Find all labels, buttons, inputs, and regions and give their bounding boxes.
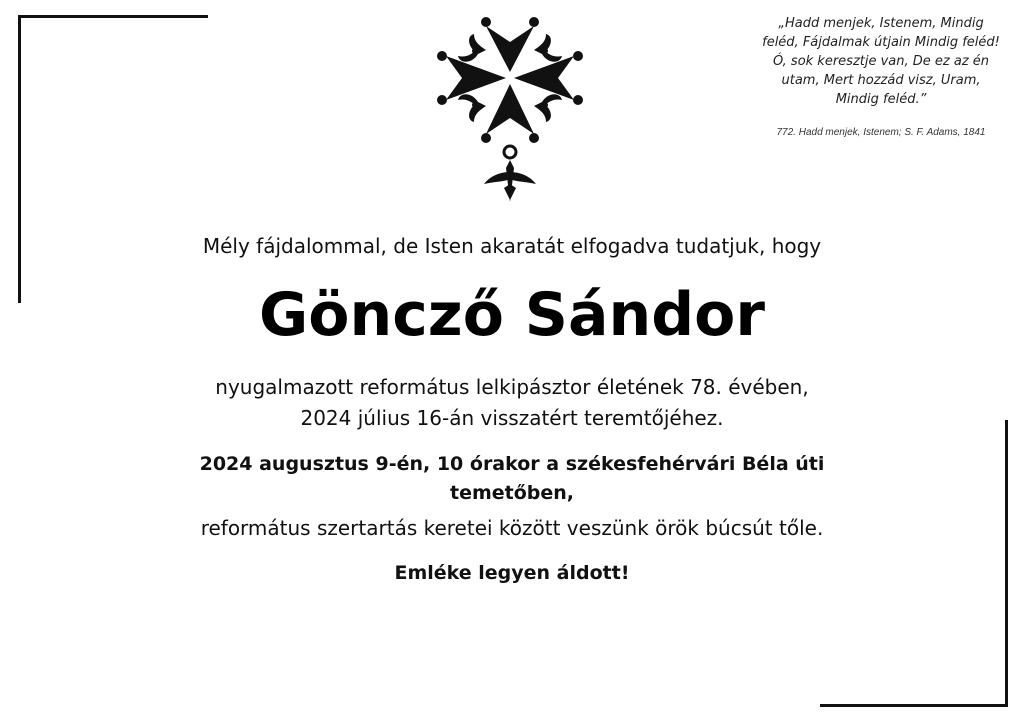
hymn-quote — [748, 14, 1014, 109]
hymn-quote-line: feléd, Fájdalmak útjain Mindig feléd! — [762, 35, 1000, 50]
blessing-text: Emléke legyen áldott! — [394, 562, 630, 584]
frame-corner-top-left-horizontal — [18, 15, 208, 18]
frame-corner-top-left-vertical — [18, 15, 21, 303]
announcement-intro: Mély fájdalommal, de Isten akaratát elfogadva tudatjuk, hogy — [202, 234, 822, 258]
hymn-quote-line: utam, Mert hozzád visz, Uram, — [781, 73, 981, 88]
hymn-quote-line: Mindig feléd.” — [835, 92, 927, 107]
fleur-de-lis-bottom-left — [458, 94, 486, 122]
deceased-name: Göncző Sándor — [259, 280, 765, 350]
huguenot-cross-icon — [434, 12, 586, 204]
bio-line: nyugalmazott református lelkipásztor életének 78. évében, — [215, 375, 809, 399]
bio-line: 2024 július 16-án visszatért teremtőjéhez. — [300, 406, 724, 430]
hymn-source: 772. Hadd menjek, Istenem; S. F. Adams, 1841 — [776, 127, 986, 138]
cross-arm-bottom — [486, 84, 534, 134]
frame-corner-bottom-right-horizontal — [820, 704, 1008, 707]
dove-icon — [484, 160, 536, 202]
funeral-details: 2024 augusztus 9-én, 10 órakor a székesfehérvári Béla úti temetőben, — [199, 453, 825, 504]
hymn-quote-line: „Hadd menjek, Istenem, Mindig — [778, 16, 984, 31]
deceased-bio — [0, 372, 1024, 434]
cross-arm-left — [446, 56, 506, 100]
fleur-de-lis-top-right — [534, 34, 562, 62]
ceremony-text: református szertartás keretei között veszünk örök búcsút tőle. — [200, 516, 824, 540]
cross-arm-top — [486, 26, 534, 72]
fleur-de-lis-bottom-right — [534, 94, 562, 122]
cross-arm-right — [514, 56, 574, 100]
hymn-quote-line: Ó, sok keresztje van, De ez az én — [772, 54, 990, 69]
fleur-de-lis-top-left — [458, 34, 486, 62]
